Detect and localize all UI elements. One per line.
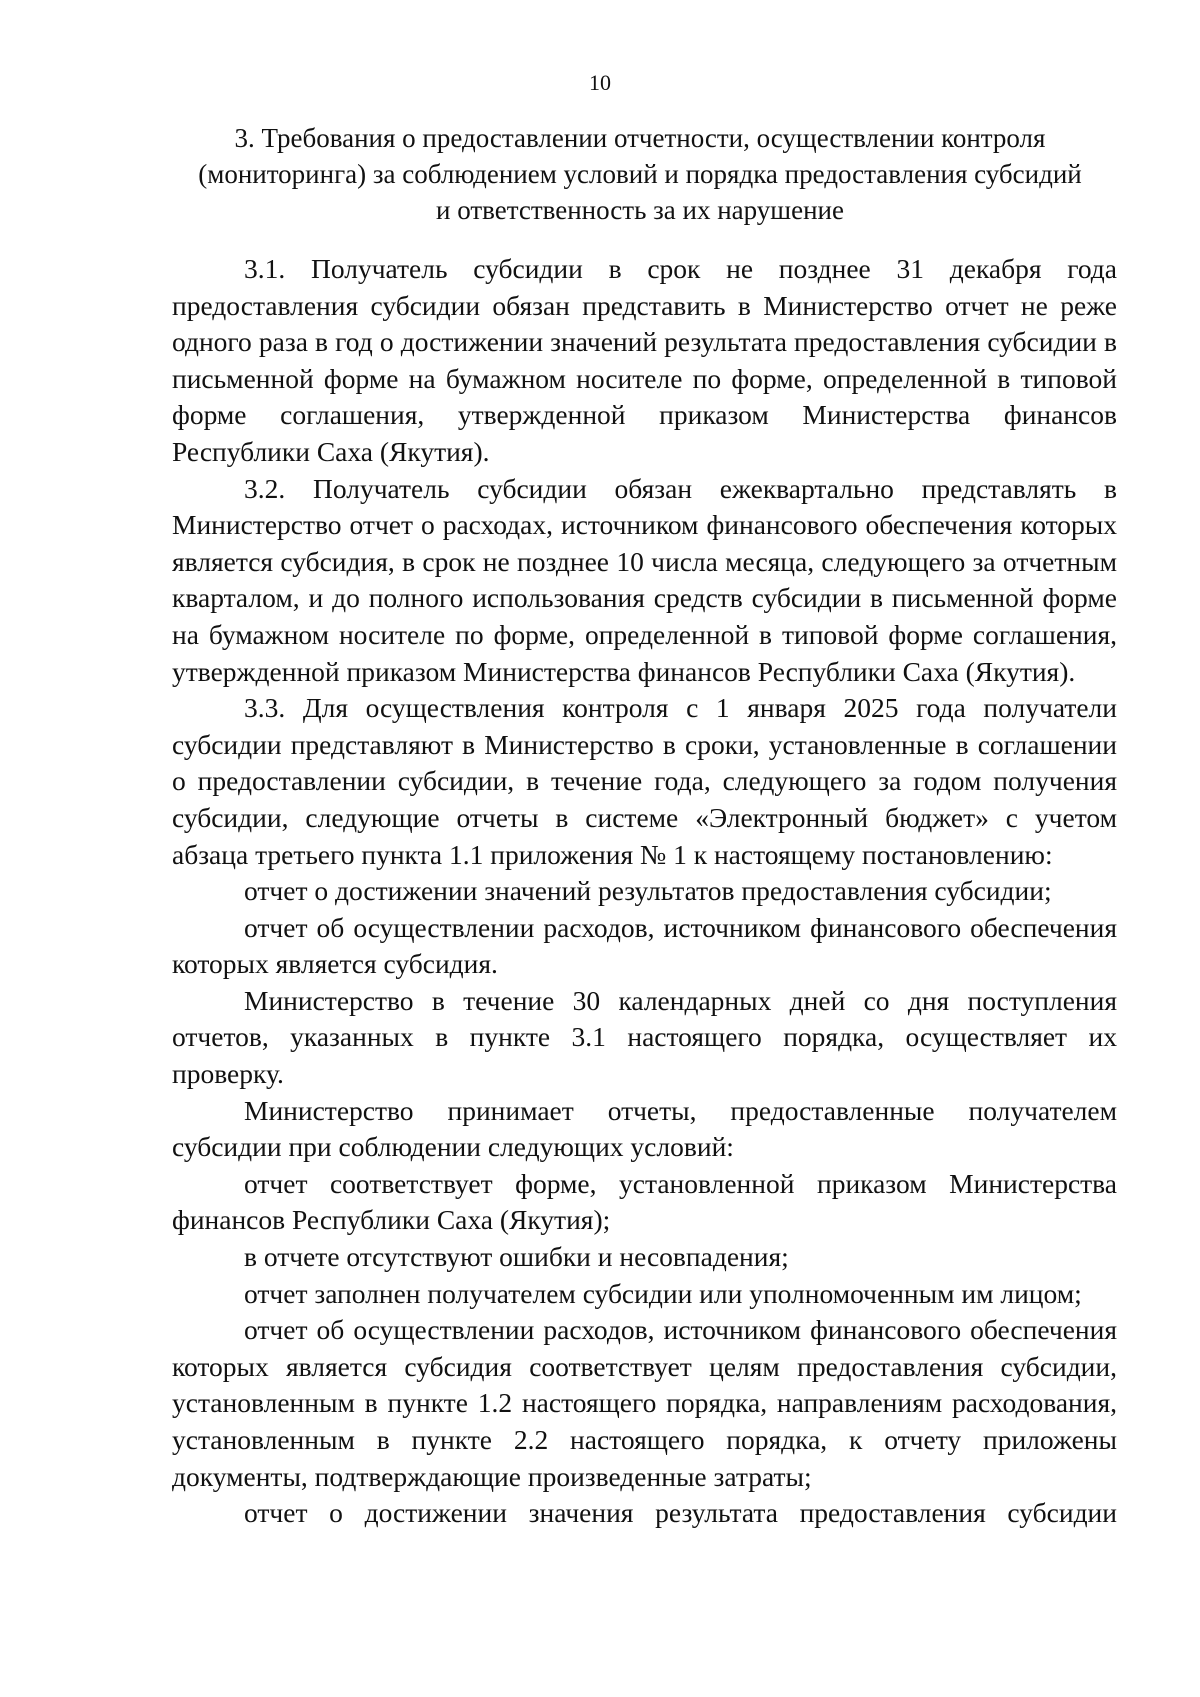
paragraph-ministry-check: Министерство в течение 30 календарных дней со дня поступления отчетов, указанных в пункте 3.1 настоящего порядка, осуществляет их проверку.: [172, 984, 1117, 1090]
paragraph-3-2: 3.2. Получатель субсидии обязан ежеквартально представлять в Министерство отчет о расходах, источником финансового обеспечения которых является субсидия, в срок не позднее 10 числа месяца, следующего за отчетным кварталом, и до полного использования средств субсидии в письменной форме на бумажном носителе по форме, определенной в типовой форме соглашения, утвержденной приказом Министерства финансов Республики Саха (Якутия).: [172, 472, 1117, 687]
condition-no-errors: в отчете отсутствуют ошибки и несовпадения;: [244, 1241, 789, 1273]
list-item-expenses-report: отчет об осуществлении расходов, источником финансового обеспечения которых является субсидия.: [172, 911, 1117, 980]
paragraph-ministry-accepts: Министерство принимает отчеты, предоставленные получателем субсидии при соблюдении следующих условий:: [172, 1094, 1117, 1163]
condition-form: отчет соответствует форме, установленной приказом Министерства финансов Республики Саха (Якутия);: [172, 1167, 1117, 1236]
section-heading-line: (мониторинга) за соблюдением условий и порядка предоставления субсидий: [198, 159, 1082, 189]
document-body: [172, 251, 1117, 1532]
paragraph-3-1: 3.1. Получатель субсидии в срок не позднее 31 декабря года предоставления субсидии обязан представить в Министерство отчет не реже одного раза в год о достижении значений результата предоставления субсидии в письменной форме на бумажном носителе по форме, определенной в типовой форме соглашения, утвержденной приказом Министерства финансов Республики Саха (Якутия).: [172, 253, 1117, 467]
page-number: 10: [589, 70, 611, 95]
list-item-results-report: отчет о достижении значений результатов предоставления субсидии;: [244, 875, 1052, 907]
condition-expenses-match: отчет об осуществлении расходов, источником финансового обеспечения которых является субсидия соответствует целям предоставления субсидии, установленным в пункте 1.2 настоящего порядка, направлениям расходования, установленным в пункте 2.2 настоящего порядка, к отчету приложены документы, подтверждающие произведенные затраты;: [172, 1314, 1117, 1492]
condition-results-report: отчет о достижении значения результата предоставления субсидии: [244, 1497, 1117, 1529]
condition-filled-by: отчет заполнен получателем субсидии или уполномоченным им лицом;: [244, 1277, 1082, 1309]
section-heading: [160, 120, 1120, 228]
section-heading-line: 3. Требования о предоставлении отчетности, осуществлении контроля: [234, 123, 1046, 153]
paragraph-3-3: 3.3. Для осуществления контроля с 1 января 2025 года получатели субсидии представляют в Министерство в сроки, установленные в соглашении о предоставлении субсидии, в течение года, следующего за годом получения субсидии, следующие отчеты в системе «Электронный бюджет» с учетом абзаца третьего пункта 1.1 приложения № 1 к настоящему постановлению:: [172, 692, 1117, 870]
section-heading-line: и ответственность за их нарушение: [436, 195, 844, 225]
